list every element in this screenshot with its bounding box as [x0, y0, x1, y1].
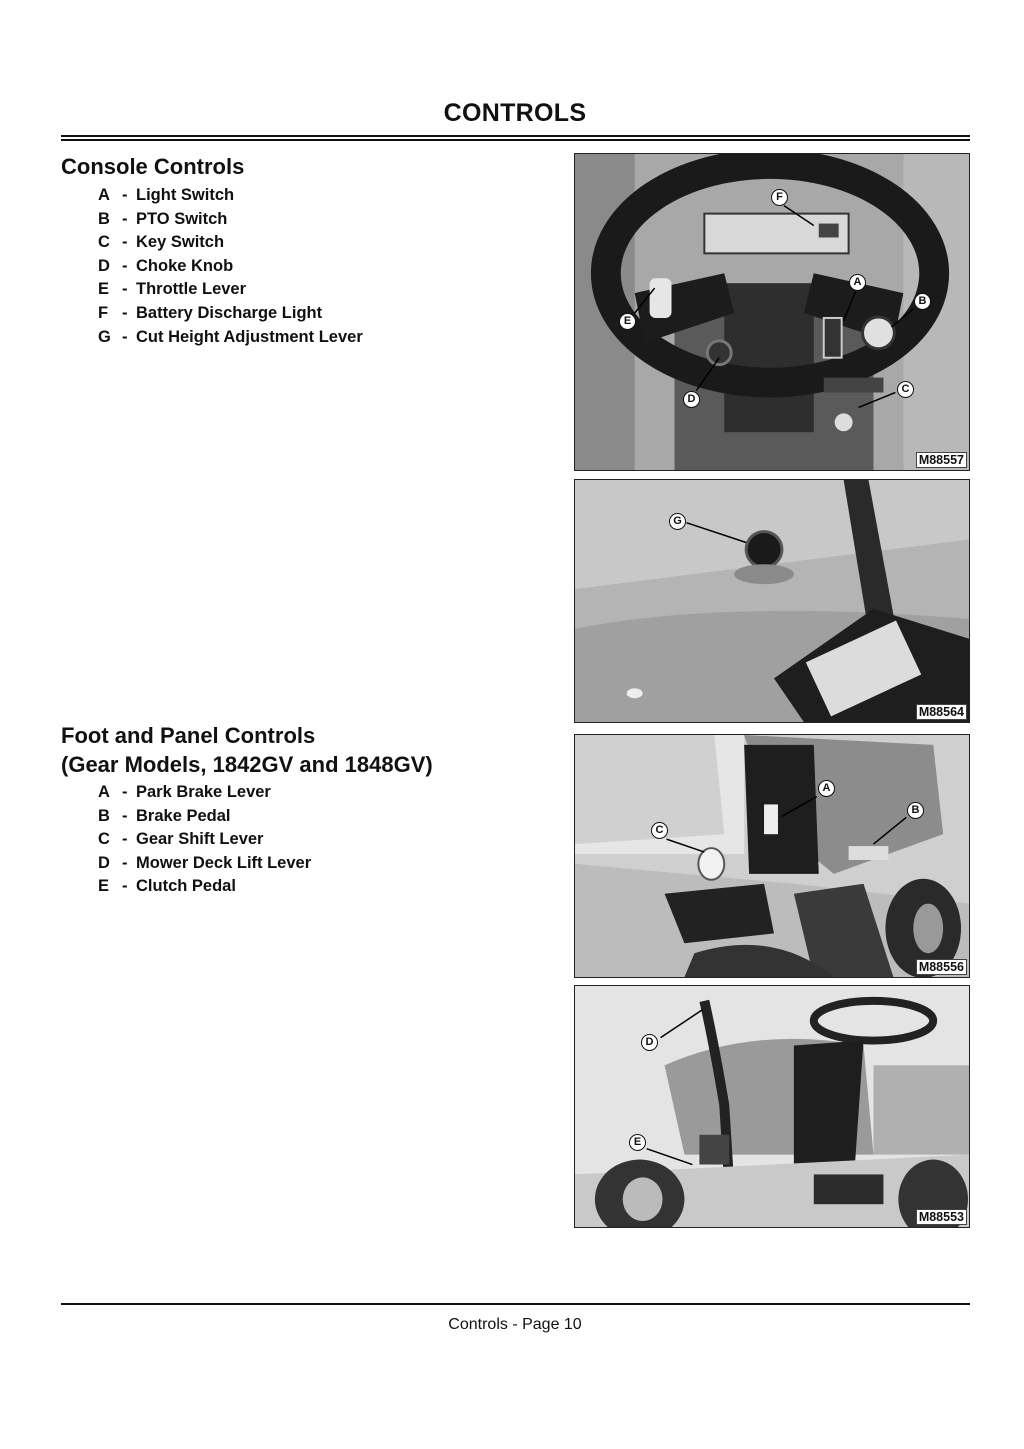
list-item: A - Light Switch	[98, 186, 235, 204]
foot-controls-heading: Foot and Panel Controls (Gear Models, 1842GV and 1848GV)	[61, 723, 433, 777]
photo-id-label: M88553	[916, 1209, 967, 1225]
gear-shift-illustration	[575, 735, 969, 977]
callout-label: D	[641, 1034, 658, 1051]
list-item: E - Clutch Pedal	[98, 877, 236, 896]
callout-label: A	[818, 780, 835, 797]
title-rule	[61, 135, 970, 137]
photo-id-label: M88564	[916, 704, 967, 720]
deck-lift-illustration	[575, 986, 969, 1227]
list-item: G - Cut Height Adjustment Lever	[98, 327, 363, 346]
title-rule-second	[61, 139, 970, 141]
console-controls-heading: Console Controls	[61, 154, 245, 179]
photo-id-label: M88557	[916, 452, 967, 468]
callout-label: B	[914, 293, 931, 310]
list-item: A - Park Brake Lever	[98, 783, 271, 801]
callout-label: B	[907, 802, 924, 819]
list-item: B - Brake Pedal	[98, 806, 231, 825]
photo-cut-height	[574, 479, 970, 723]
list-item: F - Battery Discharge Light	[98, 303, 323, 322]
photo-deck-lift	[574, 985, 970, 1228]
callout-label: D	[683, 391, 700, 408]
cut-height-illustration	[575, 480, 969, 722]
page-footer: Controls - Page 10	[448, 1316, 582, 1333]
callout-label: A	[849, 274, 866, 291]
footer-rule	[61, 1303, 970, 1305]
callout-label: E	[629, 1134, 646, 1151]
callout-label: G	[669, 513, 686, 530]
photo-id-label: M88556	[916, 959, 967, 975]
photo-gear-shift	[574, 734, 970, 978]
list-item: D - Choke Knob	[98, 256, 234, 275]
foot-controls-list	[98, 781, 311, 899]
callout-label: C	[651, 822, 668, 839]
list-item: C - Key Switch	[98, 233, 225, 252]
page-title: CONTROLS	[443, 99, 587, 127]
list-item: D - Mower Deck Lift Lever	[98, 853, 312, 872]
photo-console	[574, 153, 970, 471]
callout-label: F	[771, 189, 788, 206]
console-controls-list	[98, 184, 363, 349]
list-item: C - Gear Shift Lever	[98, 830, 264, 849]
callout-label: E	[619, 313, 636, 330]
list-item: B - PTO Switch	[98, 209, 228, 228]
list-item: E - Throttle Lever	[98, 280, 247, 299]
callout-label: C	[897, 381, 914, 398]
